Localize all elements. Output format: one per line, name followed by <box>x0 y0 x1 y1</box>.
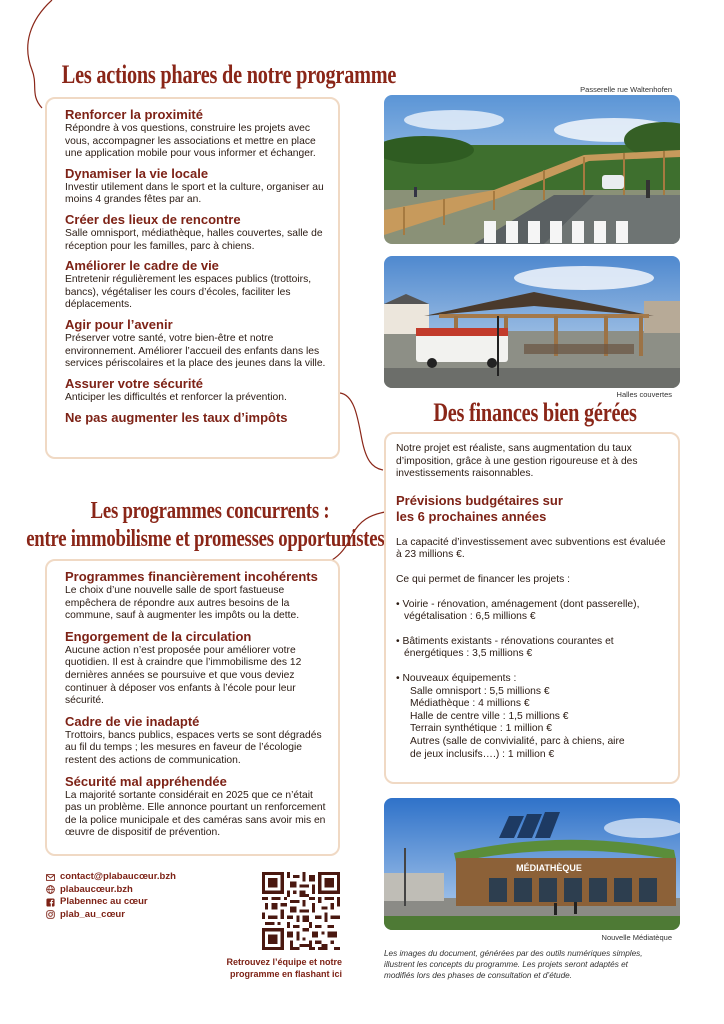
finances-capacity: La capacité d’investissement avec subventions est évaluée à 23 millions €. <box>396 536 666 561</box>
finances-subtitle-line1: Prévisions budgétaires sur <box>396 492 563 508</box>
contact-email[interactable] <box>46 871 216 884</box>
finances-equip-item: Salle omnisport : 5,5 millions € <box>410 685 550 697</box>
competitor-item <box>65 774 328 840</box>
finances-intro: Notre projet est réaliste, sans augmentation du taux d’imposition, grâce à une gestion rigoureuse et à des investissements raisonnables. <box>396 443 638 480</box>
competitor-item-title: Sécurité mal appréhendée <box>65 773 227 789</box>
qr-code[interactable] <box>262 872 340 950</box>
competitor-item-title: Cadre de vie inadapté <box>65 713 200 729</box>
finances-equip-item: Médiathèque : 4 millions € <box>410 698 530 710</box>
actions-title: Les actions phares de notre programme <box>61 60 397 89</box>
action-item <box>65 376 328 405</box>
footnote-line2: illustrent les concepts du programme. Les projets seront adaptés et <box>384 960 628 969</box>
qr-caption-line2: programme en flashant ici <box>229 969 342 979</box>
action-item <box>65 410 328 426</box>
halles-photo <box>384 256 680 388</box>
passerelle-photo <box>384 95 680 244</box>
contact-email-text: contact@plabaucœur.bzh <box>60 871 176 882</box>
competitors-card <box>45 559 340 856</box>
action-item <box>65 258 328 312</box>
finances-equip-item: de jeux inclusifs….) : 1 million € <box>410 748 555 760</box>
globe-icon <box>46 885 55 894</box>
competitor-item-title: Programmes financièrement incohérents <box>65 569 318 584</box>
actions-card <box>45 97 340 459</box>
competitor-item-text: Trottoirs, bancs publics, espaces verts se sont dégradés au fil du temps ; les mesures en faveur de l’écologie restent des actions de communication. <box>65 729 322 766</box>
competitors-title-line2: entre immobilisme et promesses opportunistes <box>26 526 385 552</box>
competitor-item <box>65 629 328 708</box>
competitor-item-text: Aucune action n’est proposée pour améliorer votre quotidien. Il est à craindre que l’immobilisme des 12 dernières années se poursuive et que vous deviez continuer à déposer vos enfants à l’école pour leur sécurité. <box>65 644 302 707</box>
action-item-title: Créer des lieux de rencontre <box>65 211 241 227</box>
action-item-title: Dynamiser la vie locale <box>65 165 209 181</box>
contact-facebook-text: Plabennec au cœur <box>60 896 148 907</box>
action-item-text: Répondre à vos questions, construire les projets avec vous, accompagner les associations et mettre en place une application mobile pour vous informer et échanger. <box>65 123 316 160</box>
action-item <box>65 317 328 371</box>
finances-lead: Ce qui permet de financer les projets : <box>396 573 570 585</box>
finances-card <box>384 432 680 784</box>
action-item-title: Ne pas augmenter les taux d’impôts <box>65 410 288 426</box>
photo-caption-halles: Halles couvertes <box>616 390 672 399</box>
contact-instagram[interactable] <box>46 909 216 922</box>
finances-equip-lead: • Nouveaux équipements : <box>396 672 517 684</box>
finances-equip-item: Halle de centre ville : 1,5 millions € <box>410 710 569 722</box>
contact-instagram-text: plab_au_cœur <box>60 908 125 920</box>
competitor-item <box>65 714 328 768</box>
competitor-item-text: La majorité sortante considérait en 2025 que ce n’était pas un problème. Elle annonce pourtant un renforcement de la police municipale et des caméras sans avoir mis en œuvre de dispositif de prévention. <box>65 789 326 839</box>
action-item-text: Investir utilement dans le sport et la culture, organiser au moins 4 grandes fêtes par an. <box>65 181 324 206</box>
qr-caption-line1: Retrouvez l’équipe et notre <box>226 957 342 967</box>
mail-icon <box>46 873 55 882</box>
finances-batiments-line1: • Bâtiments existants - rénovations courantes et <box>396 635 614 647</box>
action-item-title: Assurer votre sécurité <box>65 375 204 391</box>
finances-equip-item: Terrain synthétique : 1 million € <box>410 723 552 735</box>
photo-caption-passerelle: Passerelle rue Waltenhofen <box>580 85 672 94</box>
finances-subtitle-line2: les 6 prochaines années <box>396 508 547 524</box>
footnote <box>384 948 684 981</box>
footnote-line1: Les images du document, générées par des outils numériques simples, <box>384 949 643 958</box>
finances-batiments-line2: énergétiques : 3,5 millions € <box>404 648 533 660</box>
action-item-text: Salle omnisport, médiathèque, halles couvertes, salle de réception pour les familles, parc à chiens. <box>65 227 323 252</box>
competitor-item <box>65 569 328 623</box>
competitor-item-text: Le choix d’une nouvelle salle de sport fastueuse empêchera de répondre aux autres besoins de la commune, sauf à augmenter les impôts ou la dette. <box>65 585 300 622</box>
competitor-item-title: Engorgement de la circulation <box>65 628 252 644</box>
footnote-line3: modifiés lors des phases de consultation et d’étude. <box>384 971 572 980</box>
action-item-title: Renforcer la proximité <box>65 107 203 122</box>
action-item <box>65 212 328 253</box>
facebook-icon <box>46 898 55 907</box>
action-item-text: Entretenir régulièrement les espaces publics (trottoirs, bancs), végétaliser les cours d’écoles, faciliter les déplacements. <box>65 274 312 311</box>
instagram-icon <box>46 910 55 919</box>
mediatheque-sign: MÉDIATHÈQUE <box>516 863 582 873</box>
contact-list <box>46 871 216 921</box>
action-item-title: Améliorer le cadre de vie <box>65 258 219 274</box>
finances-title: Des finances bien gérées <box>433 398 637 427</box>
finances-equip-item: Autres (salle de convivialité, parc à chiens, aire <box>410 735 625 747</box>
action-item <box>65 166 328 207</box>
contact-website-text: plabaucœur.bzh <box>60 883 133 895</box>
action-item-text: Anticiper les difficultés et renforcer la prévention. <box>65 391 287 403</box>
contact-facebook[interactable] <box>46 896 216 909</box>
finances-voirie-line1: • Voirie - rénovation, aménagement (dont passerelle), <box>396 598 640 610</box>
contact-website[interactable] <box>46 884 216 897</box>
action-item-title: Agir pour l’avenir <box>65 316 173 332</box>
action-item-text: Préserver votre santé, votre bien-être et notre environnement. Améliorer l’accueil des enfants dans les services périscolaires et la place des jeunes dans la ville. <box>65 332 326 370</box>
photo-caption-mediatheque: Nouvelle Médiatèque <box>601 933 672 942</box>
mediatheque-photo <box>384 798 680 930</box>
finances-voirie-line2: végétalisation : 6,5 millions € <box>404 611 536 623</box>
competitors-title-line1: Les programmes concurrents : <box>90 498 330 524</box>
action-item <box>65 107 328 161</box>
